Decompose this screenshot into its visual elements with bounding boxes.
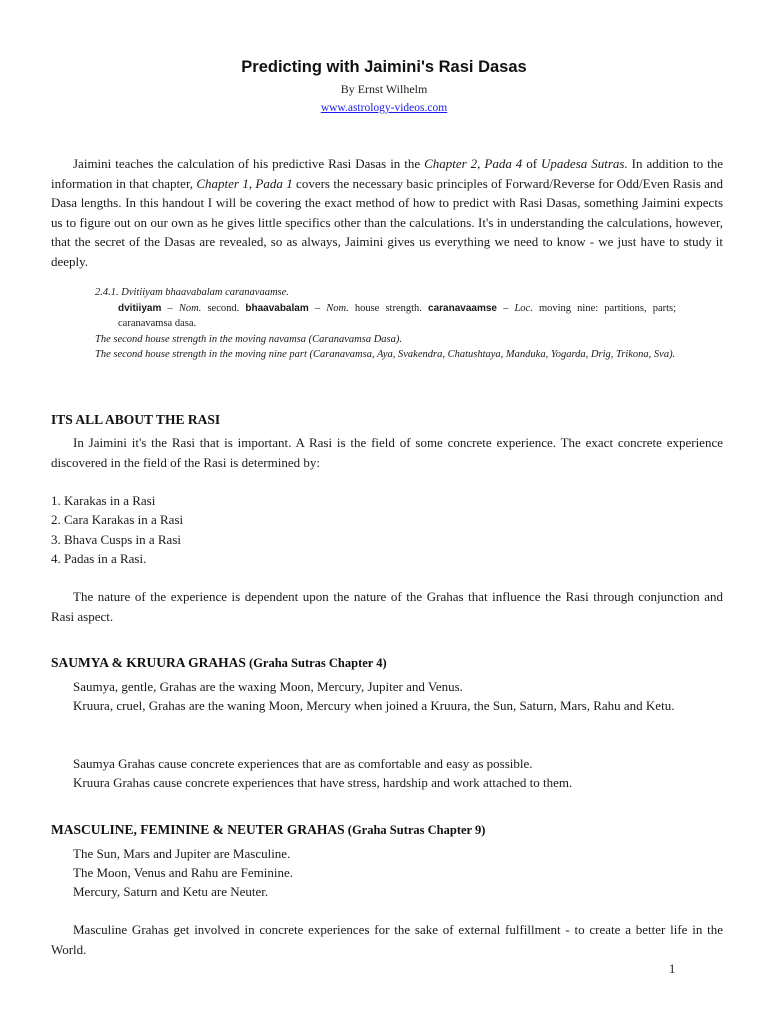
- rasi-list: [51, 491, 723, 568]
- saumya-line: Saumya, gentle, Grahas are the waxing Moon, Mercury, Jupiter and Venus.: [73, 679, 463, 694]
- list-item: 4. Padas in a Rasi.: [51, 550, 147, 566]
- kruura-effect-line: Kruura Grahas cause concrete experiences that have stress, hardship and work attached to them.: [73, 775, 573, 790]
- sutra-translation-2: The second house strength in the moving nine part (Caranavamsa, Aya, Svakendra, Chatushtaya, Manduka, Yogarda, Drig, Trikona, Sva).: [95, 349, 676, 360]
- rasi-paragraph-2: The nature of the experience is dependent upon the nature of the Grahas that influence the Rasi through conjunction and Rasi aspect.: [51, 589, 723, 624]
- intro-paragraph: Jaimini teaches the calculation of his predictive Rasi Dasas in the Chapter 2, Pada 4 of Upadesa Sutras. In addition to the information in that chapter, Chapter 1, Pada 1 covers the necessary basic principles of Forward/Reverse for Odd/Even Rasis and Dasa lengths. In this handout I will be covering the exact method of how to predict with Rasi Dasas, something Jaimini expects us to figure out on our own as he gives little specifics other than the calculations. It's in understanding the calculations, however, that the secret of the Dasas are revealed, so as always, Jaimini gives us everything we need to know - we just have to study it deeply.: [51, 156, 723, 269]
- sutra-block: [95, 285, 676, 363]
- neuter-line: Mercury, Saturn and Ketu are Neuter.: [73, 884, 269, 899]
- list-item: 3. Bhava Cusps in a Rasi: [51, 531, 181, 547]
- section-heading-gender: MASCULINE, FEMININE & NEUTER GRAHAS (Graha Sutras Chapter 9): [51, 822, 486, 837]
- saumya-effect-line: Saumya Grahas cause concrete experiences that are as comfortable and easy as possible.: [73, 756, 533, 771]
- author-byline: By Ernst Wilhelm: [340, 82, 428, 96]
- section-heading-rasi: ITS ALL ABOUT THE RASI: [51, 412, 221, 427]
- document-title: Predicting with Jaimini's Rasi Dasas: [241, 58, 527, 76]
- sutra-word-gloss: dvitiiyam – Nom. second. bhaavabalam – Nom. house strength. caranavaamse – Loc. moving nine: partitions, parts; caranavamsa dasa.: [118, 302, 677, 329]
- masculine-line: The Sun, Mars and Jupiter are Masculine.: [73, 846, 291, 861]
- masculine-effect-paragraph: Masculine Grahas get involved in concrete experiences for the sake of external fulfillment - to create a better life in the World.: [51, 922, 723, 957]
- website-link[interactable]: www.astrology-videos.com: [320, 102, 448, 114]
- page-number: 1: [669, 962, 676, 976]
- sutra-verse: 2.4.1. Dvitiiyam bhaavabalam caranavaamse.: [95, 287, 289, 298]
- sutra-translation-1: The second house strength in the moving navamsa (Caranavamsa Dasa).: [95, 333, 402, 345]
- section-heading-saumya-kruura: SAUMYA & KRUURA GRAHAS (Graha Sutras Chapter 4): [51, 655, 387, 670]
- kruura-line: Kruura, cruel, Grahas are the waning Moon, Mercury when joined a Kruura, the Sun, Saturn, Mars, Rahu and Ketu.: [73, 698, 675, 713]
- rasi-paragraph-1: In Jaimini it's the Rasi that is important. A Rasi is the field of some concrete experience. The exact concrete experience discovered in the field of the Rasi is determined by:: [51, 435, 723, 470]
- feminine-line: The Moon, Venus and Rahu are Feminine.: [73, 865, 293, 880]
- list-item: 1. Karakas in a Rasi: [51, 493, 156, 508]
- list-item: 2. Cara Karakas in a Rasi: [51, 512, 184, 528]
